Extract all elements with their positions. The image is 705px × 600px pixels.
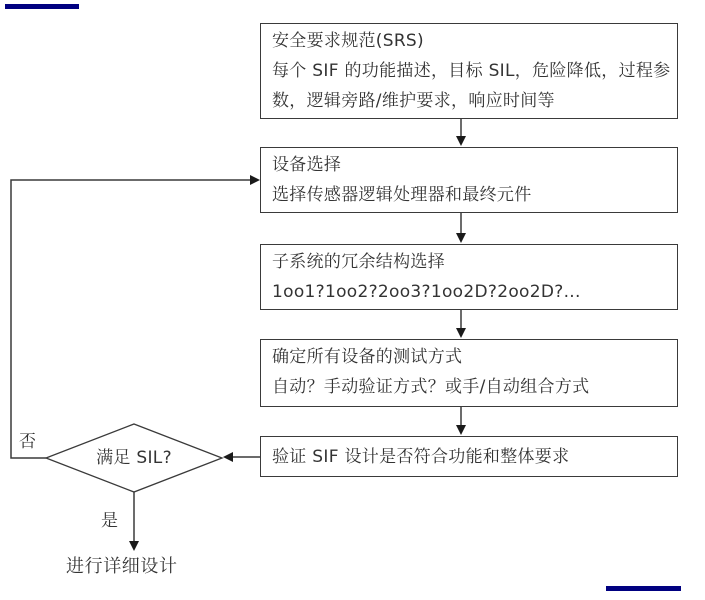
flow-box-device-selection <box>260 147 678 213</box>
flow-box-redundancy-line-1: 子系统的冗余结构选择 <box>272 252 445 272</box>
flow-box-verify-line-1: 验证 SIF 设计是否符合功能和整体要求 <box>272 446 570 467</box>
terminal-label-detailed-design: 进行详细设计 <box>66 556 178 577</box>
edge-label-no: 否 <box>19 432 36 452</box>
arrowhead-yes-to-terminal <box>129 541 139 551</box>
flow-box-testing-line-1: 确定所有设备的测试方式 <box>272 347 463 367</box>
flow-box-srs-line-1: 安全要求规范(SRS) <box>272 31 424 51</box>
feedback-line-no <box>11 180 251 458</box>
bottom-accent-bar <box>606 586 681 591</box>
decision-diamond-label: 满足 SIL? <box>96 448 172 468</box>
flow-box-srs-line-2: 每个 SIF 的功能描述，目标 SIL，危险降低，过程参 <box>272 61 671 81</box>
flow-box-device-line-1: 设备选择 <box>272 155 342 175</box>
arrowhead-verify-to-decision <box>223 452 233 462</box>
arrowhead-no-to-device <box>250 175 260 185</box>
edge-label-yes: 是 <box>101 511 118 531</box>
flow-box-redundancy-structure <box>260 244 678 310</box>
arrowhead-redundancy-to-testing <box>456 328 466 338</box>
flow-box-device-line-2: 选择传感器逻辑处理器和最终元件 <box>272 185 532 205</box>
flow-box-srs-line-3: 数，逻辑旁路/维护要求，响应时间等 <box>272 91 555 111</box>
flow-box-testing-line-2: 自动？手动验证方式？或手/自动组合方式 <box>272 377 590 397</box>
arrowhead-testing-to-verify <box>456 425 466 435</box>
flow-box-testing-method <box>260 339 678 407</box>
flow-box-verify-sif <box>260 436 678 477</box>
arrowhead-srs-to-device <box>456 136 466 146</box>
flow-box-srs <box>260 23 678 119</box>
flow-box-redundancy-line-2: 1oo1?1oo2?2oo3?1oo2D?2oo2D?... <box>272 282 581 302</box>
arrowhead-device-to-redundancy <box>456 233 466 243</box>
